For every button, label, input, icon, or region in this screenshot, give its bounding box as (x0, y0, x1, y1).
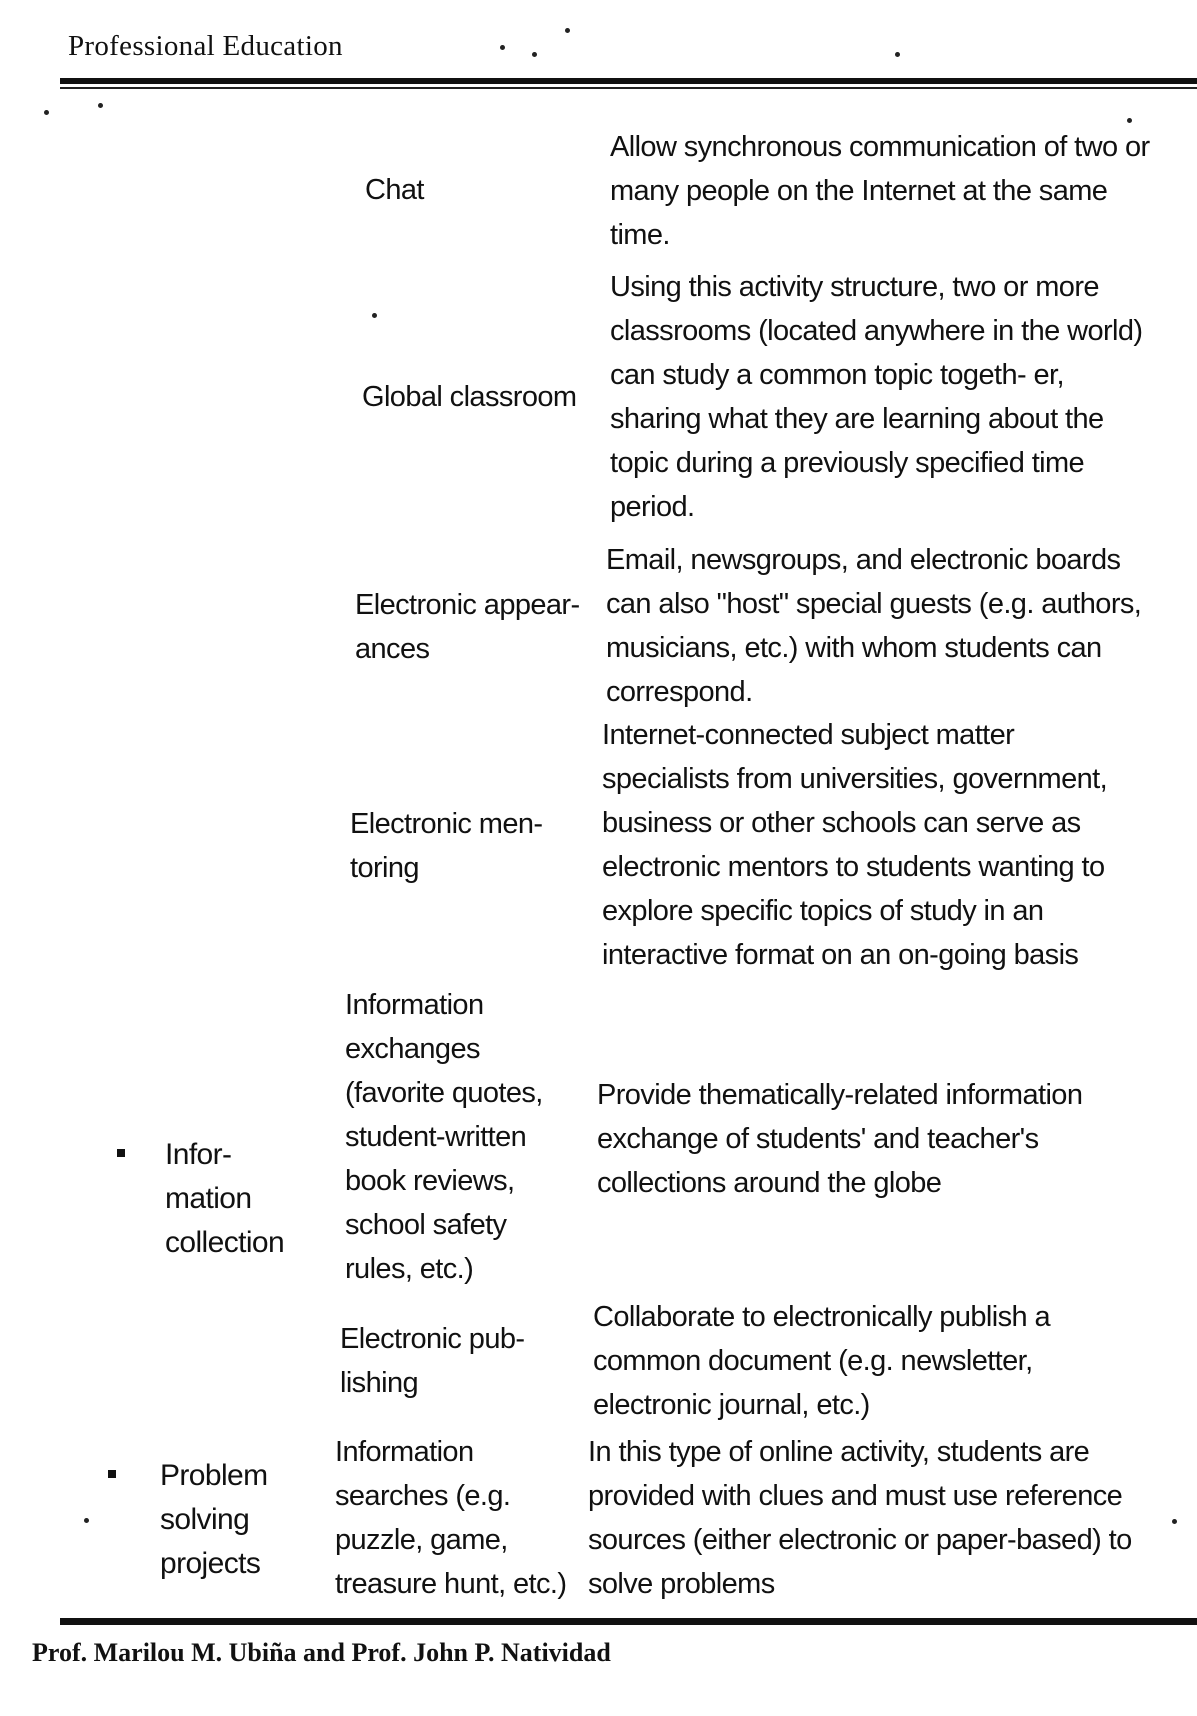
scan-speck (895, 52, 900, 57)
activity-electronic-publishing: Electronic pub- lishing (340, 1323, 525, 1399)
page-header-title: Professional Education (68, 30, 343, 62)
description-global-classroom: Using this activity structure, two or more classrooms (located anywhere in the world) can study a common topic togeth- er, sharing what they are learning about the topic during a previously specified time period. (610, 271, 1143, 523)
scan-speck (500, 45, 505, 50)
description-information-exchanges: Provide thematically-related information exchange of students' and teacher's collections around the globe (597, 1079, 1083, 1199)
activity-chat: Chat (365, 174, 424, 206)
activity-information-searches: Information searches (e.g. puzzle, game, treasure hunt, etc.) (335, 1436, 567, 1600)
activity-global-classroom: Global classroom (362, 381, 577, 413)
scan-speck (372, 313, 377, 318)
scan-speck (1172, 1519, 1177, 1524)
activity-electronic-mentoring: Electronic men- toring (350, 808, 543, 884)
scan-speck (565, 28, 570, 33)
footer-rule (60, 1618, 1197, 1625)
category-problem-solving-projects: Problem solving projects (160, 1459, 268, 1580)
description-chat: Allow synchronous communication of two or many people on the Internet at the same time. (610, 131, 1150, 251)
footer-credit: Prof. Marilou M. Ubiña and Prof. John P. Natividad (32, 1638, 611, 1667)
description-electronic-publishing: Collaborate to electronically publish a common document (e.g. newsletter, electronic journal, etc.) (593, 1301, 1050, 1421)
scan-speck (1127, 118, 1132, 123)
category-information-collection: Infor- mation collection (165, 1138, 285, 1259)
activity-electronic-appearances: Electronic appear- ances (355, 589, 580, 665)
header-rule (60, 78, 1197, 84)
description-electronic-mentoring: Internet-connected subject matter specialists from universities, government, business or other schools can serve as electronic mentors to students wanting to explore specific topics of study in an interactive format on an on-going basis (602, 719, 1108, 971)
activity-information-exchanges: Information exchanges (favorite quotes, student-written book reviews, school safety rules, etc.) (345, 989, 543, 1285)
scan-speck (84, 1518, 89, 1523)
category-bullet (108, 1470, 116, 1478)
description-electronic-appearances: Email, newsgroups, and electronic boards can also "host" special guests (e.g. authors, musicians, etc.) with whom students can correspond. (606, 544, 1142, 708)
scan-speck (44, 110, 49, 115)
category-bullet (117, 1149, 125, 1157)
description-information-searches: In this type of online activity, students are provided with clues and must use reference sources (either electronic or paper-based) to solve problems (588, 1436, 1132, 1600)
scan-speck (532, 52, 537, 57)
scan-speck (98, 103, 103, 108)
